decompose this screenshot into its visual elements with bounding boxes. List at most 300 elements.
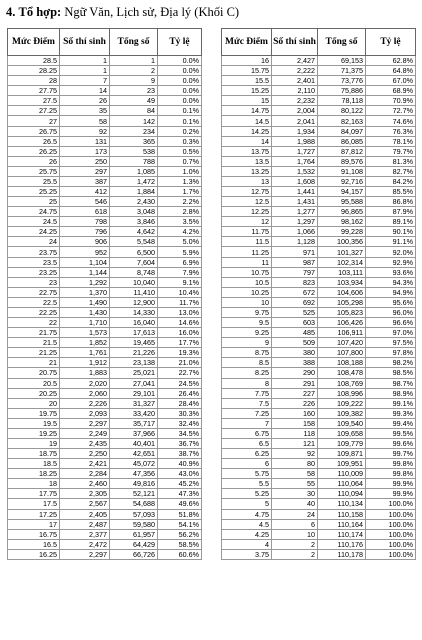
cell-muc-diem: 21.25 — [8, 348, 60, 358]
cell-so-thi-sinh: 2,435 — [60, 438, 110, 448]
cell-muc-diem: 22.25 — [8, 307, 60, 317]
cell-tong-so: 86,085 — [318, 136, 366, 146]
cell-ty-le: 89.1% — [366, 217, 416, 227]
cell-so-thi-sinh: 7 — [60, 76, 110, 86]
cell-ty-le: 3.5% — [158, 217, 202, 227]
cell-tong-so: 95,588 — [318, 197, 366, 207]
cell-tong-so: 87,812 — [318, 146, 366, 156]
cell-tong-so: 1 — [110, 56, 158, 66]
cell-muc-diem: 18 — [8, 479, 60, 489]
cell-tong-so: 103,111 — [318, 267, 366, 277]
table-row — [8, 348, 202, 358]
header-so-thi-sinh: Số thí sinh — [272, 29, 318, 56]
cell-tong-so: 109,658 — [318, 428, 366, 438]
cell-so-thi-sinh: 509 — [272, 338, 318, 348]
cell-tong-so: 110,164 — [318, 519, 366, 529]
cell-so-thi-sinh: 1 — [60, 66, 110, 76]
table-header-row — [8, 29, 202, 56]
cell-muc-diem: 6.25 — [222, 449, 272, 459]
table-row — [8, 257, 202, 267]
cell-so-thi-sinh: 6 — [272, 519, 318, 529]
table-row — [222, 166, 416, 176]
cell-so-thi-sinh: 30 — [272, 489, 318, 499]
cell-so-thi-sinh: 1,710 — [60, 318, 110, 328]
cell-muc-diem: 21.5 — [8, 338, 60, 348]
cell-ty-le: 98.2% — [366, 358, 416, 368]
cell-ty-le: 85.5% — [366, 187, 416, 197]
cell-muc-diem: 25 — [8, 197, 60, 207]
cell-ty-le: 5.0% — [158, 237, 202, 247]
cell-ty-le: 43.0% — [158, 469, 202, 479]
table-row — [8, 56, 202, 66]
cell-so-thi-sinh: 291 — [272, 378, 318, 388]
cell-muc-diem: 14 — [222, 136, 272, 146]
cell-muc-diem: 28.25 — [8, 66, 60, 76]
cell-muc-diem: 24.75 — [8, 207, 60, 217]
cell-muc-diem: 14.75 — [222, 106, 272, 116]
cell-tong-so: 5,548 — [110, 237, 158, 247]
cell-so-thi-sinh: 618 — [60, 207, 110, 217]
cell-muc-diem: 12 — [222, 217, 272, 227]
cell-muc-diem: 15 — [222, 96, 272, 106]
cell-ty-le: 99.9% — [366, 489, 416, 499]
table-row — [8, 66, 202, 76]
table-row — [8, 418, 202, 428]
cell-so-thi-sinh: 952 — [60, 247, 110, 257]
cell-ty-le: 100.0% — [366, 509, 416, 519]
cell-ty-le: 100.0% — [366, 549, 416, 559]
cell-so-thi-sinh: 2,487 — [60, 519, 110, 529]
cell-so-thi-sinh: 2,377 — [60, 529, 110, 539]
cell-so-thi-sinh: 55 — [272, 479, 318, 489]
cell-ty-le: 99.8% — [366, 459, 416, 469]
cell-tong-so: 104,606 — [318, 287, 366, 297]
cell-ty-le: 47.3% — [158, 489, 202, 499]
cell-tong-so: 47,356 — [110, 469, 158, 479]
cell-ty-le: 72.7% — [366, 106, 416, 116]
cell-ty-le: 87.9% — [366, 207, 416, 217]
cell-so-thi-sinh: 2,297 — [60, 418, 110, 428]
cell-tong-so: 89,576 — [318, 156, 366, 166]
cell-so-thi-sinh: 173 — [60, 146, 110, 156]
table-row — [8, 499, 202, 509]
cell-muc-diem: 11 — [222, 257, 272, 267]
cell-ty-le: 13.0% — [158, 307, 202, 317]
cell-muc-diem: 13.5 — [222, 156, 272, 166]
cell-tong-so: 45,072 — [110, 459, 158, 469]
cell-tong-so: 108,188 — [318, 358, 366, 368]
cell-muc-diem: 17.5 — [8, 499, 60, 509]
cell-so-thi-sinh: 485 — [272, 328, 318, 338]
table-row — [8, 519, 202, 529]
cell-muc-diem: 5.25 — [222, 489, 272, 499]
cell-tong-so: 8,748 — [110, 267, 158, 277]
cell-tong-so: 96,865 — [318, 207, 366, 217]
cell-muc-diem: 27 — [8, 116, 60, 126]
cell-tong-so: 2,430 — [110, 197, 158, 207]
cell-so-thi-sinh: 290 — [272, 368, 318, 378]
cell-muc-diem: 22 — [8, 318, 60, 328]
cell-tong-so: 23 — [110, 86, 158, 96]
cell-tong-so: 107,420 — [318, 338, 366, 348]
table-row — [222, 247, 416, 257]
cell-so-thi-sinh: 2,093 — [60, 408, 110, 418]
score-table-left — [7, 28, 202, 560]
table-row — [222, 56, 416, 66]
cell-so-thi-sinh: 80 — [272, 459, 318, 469]
cell-tong-so: 1,884 — [110, 187, 158, 197]
table-row — [222, 519, 416, 529]
cell-ty-le: 34.5% — [158, 428, 202, 438]
cell-tong-so: 11,410 — [110, 287, 158, 297]
cell-so-thi-sinh: 10 — [272, 529, 318, 539]
cell-so-thi-sinh: 2,232 — [272, 96, 318, 106]
cell-ty-le: 1.3% — [158, 176, 202, 186]
cell-ty-le: 97.0% — [366, 328, 416, 338]
cell-ty-le: 40.9% — [158, 459, 202, 469]
cell-so-thi-sinh: 2 — [272, 549, 318, 559]
cell-ty-le: 68.9% — [366, 86, 416, 96]
cell-muc-diem: 12.75 — [222, 187, 272, 197]
cell-tong-so: 107,800 — [318, 348, 366, 358]
table-row — [222, 358, 416, 368]
cell-so-thi-sinh: 92 — [272, 449, 318, 459]
heading-value: Ngữ Văn, Lịch sử, Địa lý (Khối C) — [64, 5, 240, 19]
cell-muc-diem: 4 — [222, 539, 272, 549]
cell-tong-so: 1,085 — [110, 166, 158, 176]
cell-tong-so: 365 — [110, 136, 158, 146]
cell-so-thi-sinh: 118 — [272, 428, 318, 438]
table-row — [222, 449, 416, 459]
cell-muc-diem: 4.5 — [222, 519, 272, 529]
cell-muc-diem: 18.75 — [8, 449, 60, 459]
cell-ty-le: 95.6% — [366, 297, 416, 307]
table-row — [8, 237, 202, 247]
cell-ty-le: 58.5% — [158, 539, 202, 549]
cell-muc-diem: 6.5 — [222, 438, 272, 448]
cell-ty-le: 70.9% — [366, 96, 416, 106]
cell-tong-so: 19,465 — [110, 338, 158, 348]
cell-ty-le: 24.5% — [158, 378, 202, 388]
table-row — [8, 267, 202, 277]
cell-muc-diem: 23 — [8, 277, 60, 287]
cell-muc-diem: 15.75 — [222, 66, 272, 76]
cell-tong-so: 109,779 — [318, 438, 366, 448]
cell-tong-so: 99,228 — [318, 227, 366, 237]
cell-so-thi-sinh: 1,532 — [272, 166, 318, 176]
cell-muc-diem: 24.25 — [8, 227, 60, 237]
cell-tong-so: 23,138 — [110, 358, 158, 368]
cell-ty-le: 94.9% — [366, 287, 416, 297]
table-row — [8, 166, 202, 176]
cell-so-thi-sinh: 1,912 — [60, 358, 110, 368]
cell-so-thi-sinh: 2,060 — [60, 388, 110, 398]
table-row — [222, 227, 416, 237]
cell-muc-diem: 14.25 — [222, 126, 272, 136]
cell-muc-diem: 22.5 — [8, 297, 60, 307]
cell-ty-le: 98.7% — [366, 378, 416, 388]
cell-tong-so: 6,500 — [110, 247, 158, 257]
cell-so-thi-sinh: 2,401 — [272, 76, 318, 86]
table-row — [8, 247, 202, 257]
table-row — [8, 459, 202, 469]
cell-ty-le: 2.8% — [158, 207, 202, 217]
cell-so-thi-sinh: 2,020 — [60, 378, 110, 388]
cell-tong-so: 61,957 — [110, 529, 158, 539]
table-row — [8, 76, 202, 86]
cell-so-thi-sinh: 92 — [60, 126, 110, 136]
cell-so-thi-sinh: 1,988 — [272, 136, 318, 146]
cell-so-thi-sinh: 1,431 — [272, 197, 318, 207]
table-row — [8, 539, 202, 549]
cell-so-thi-sinh: 525 — [272, 307, 318, 317]
table-row — [8, 297, 202, 307]
cell-tong-so: 109,382 — [318, 408, 366, 418]
cell-tong-so: 788 — [110, 156, 158, 166]
cell-tong-so: 4,642 — [110, 227, 158, 237]
table-row — [8, 116, 202, 126]
cell-tong-so: 17,613 — [110, 328, 158, 338]
cell-so-thi-sinh: 297 — [60, 166, 110, 176]
cell-ty-le: 100.0% — [366, 539, 416, 549]
cell-ty-le: 97.8% — [366, 348, 416, 358]
cell-muc-diem: 16.5 — [8, 539, 60, 549]
cell-so-thi-sinh: 2,297 — [60, 549, 110, 559]
section-heading — [6, 2, 239, 22]
table-row — [8, 136, 202, 146]
cell-so-thi-sinh: 2,226 — [60, 398, 110, 408]
cell-ty-le: 99.8% — [366, 469, 416, 479]
cell-tong-so: 109,871 — [318, 449, 366, 459]
cell-tong-so: 40,401 — [110, 438, 158, 448]
cell-muc-diem: 24.5 — [8, 217, 60, 227]
cell-muc-diem: 10.75 — [222, 267, 272, 277]
table-row — [8, 307, 202, 317]
cell-tong-so: 21,226 — [110, 348, 158, 358]
cell-muc-diem: 20 — [8, 398, 60, 408]
cell-muc-diem: 25.25 — [8, 187, 60, 197]
cell-so-thi-sinh: 672 — [272, 287, 318, 297]
table-row — [222, 509, 416, 519]
cell-so-thi-sinh: 35 — [60, 106, 110, 116]
cell-tong-so: 103,934 — [318, 277, 366, 287]
cell-so-thi-sinh: 1,573 — [60, 328, 110, 338]
cell-tong-so: 25,021 — [110, 368, 158, 378]
cell-tong-so: 110,178 — [318, 549, 366, 559]
cell-tong-so: 71,375 — [318, 66, 366, 76]
cell-so-thi-sinh: 2,041 — [272, 116, 318, 126]
cell-tong-so: 33,420 — [110, 408, 158, 418]
cell-muc-diem: 17.75 — [8, 489, 60, 499]
cell-so-thi-sinh: 160 — [272, 408, 318, 418]
cell-tong-so: 84,097 — [318, 126, 366, 136]
cell-tong-so: 49 — [110, 96, 158, 106]
table-row — [222, 217, 416, 227]
cell-tong-so: 110,009 — [318, 469, 366, 479]
cell-tong-so: 42,651 — [110, 449, 158, 459]
cell-muc-diem: 20.75 — [8, 368, 60, 378]
cell-tong-so: 7,604 — [110, 257, 158, 267]
cell-tong-so: 66,726 — [110, 549, 158, 559]
cell-tong-so: 16,040 — [110, 318, 158, 328]
cell-ty-le: 100.0% — [366, 529, 416, 539]
cell-muc-diem: 16.75 — [8, 529, 60, 539]
cell-ty-le: 2.2% — [158, 197, 202, 207]
table-row — [222, 489, 416, 499]
table-row — [222, 156, 416, 166]
table-row — [222, 116, 416, 126]
cell-muc-diem: 24 — [8, 237, 60, 247]
cell-muc-diem: 26.5 — [8, 136, 60, 146]
cell-so-thi-sinh: 1,292 — [60, 277, 110, 287]
cell-ty-le: 98.9% — [366, 388, 416, 398]
cell-so-thi-sinh: 1,883 — [60, 368, 110, 378]
cell-muc-diem: 5 — [222, 499, 272, 509]
heading-label: Tổ hợp: — [18, 5, 62, 19]
table-row — [8, 509, 202, 519]
cell-muc-diem: 27.5 — [8, 96, 60, 106]
cell-so-thi-sinh: 250 — [60, 156, 110, 166]
cell-tong-so: 78,118 — [318, 96, 366, 106]
cell-muc-diem: 19.25 — [8, 428, 60, 438]
cell-tong-so: 102,314 — [318, 257, 366, 267]
cell-tong-so: 3,048 — [110, 207, 158, 217]
cell-ty-le: 38.7% — [158, 449, 202, 459]
table-row — [222, 408, 416, 418]
table-row — [222, 499, 416, 509]
cell-ty-le: 14.6% — [158, 318, 202, 328]
cell-so-thi-sinh: 24 — [272, 509, 318, 519]
table-row — [222, 307, 416, 317]
table-row — [222, 197, 416, 207]
cell-so-thi-sinh: 987 — [272, 257, 318, 267]
cell-muc-diem: 9 — [222, 338, 272, 348]
cell-muc-diem: 7.25 — [222, 408, 272, 418]
table-row — [222, 418, 416, 428]
table-row — [8, 388, 202, 398]
cell-muc-diem: 25.5 — [8, 176, 60, 186]
cell-ty-le: 99.5% — [366, 428, 416, 438]
cell-so-thi-sinh: 2,110 — [272, 86, 318, 96]
header-tong-so: Tổng số — [110, 29, 158, 56]
table-row — [222, 529, 416, 539]
cell-ty-le: 92.0% — [366, 247, 416, 257]
cell-muc-diem: 3.75 — [222, 549, 272, 559]
table-row — [8, 126, 202, 136]
table-row — [222, 328, 416, 338]
cell-so-thi-sinh: 2,004 — [272, 106, 318, 116]
cell-so-thi-sinh: 2,460 — [60, 479, 110, 489]
cell-muc-diem: 21 — [8, 358, 60, 368]
table-row — [222, 338, 416, 348]
cell-ty-le: 45.2% — [158, 479, 202, 489]
cell-tong-so: 10,040 — [110, 277, 158, 287]
table-row — [8, 146, 202, 156]
cell-so-thi-sinh: 58 — [272, 469, 318, 479]
cell-ty-le: 36.7% — [158, 438, 202, 448]
cell-tong-so: 2 — [110, 66, 158, 76]
score-table-right — [221, 28, 416, 560]
table-row — [222, 176, 416, 186]
cell-muc-diem: 12.25 — [222, 207, 272, 217]
cell-muc-diem: 18.25 — [8, 469, 60, 479]
cell-ty-le: 0.0% — [158, 76, 202, 86]
table-row — [222, 459, 416, 469]
cell-so-thi-sinh: 1 — [60, 56, 110, 66]
table-row — [222, 146, 416, 156]
table-row — [222, 479, 416, 489]
cell-muc-diem: 6.75 — [222, 428, 272, 438]
table-row — [222, 428, 416, 438]
header-tong-so: Tổng số — [318, 29, 366, 56]
cell-ty-le: 96.6% — [366, 318, 416, 328]
cell-tong-so: 82,163 — [318, 116, 366, 126]
cell-muc-diem: 16.25 — [8, 549, 60, 559]
cell-so-thi-sinh: 387 — [60, 176, 110, 186]
cell-tong-so: 108,478 — [318, 368, 366, 378]
cell-so-thi-sinh: 798 — [60, 217, 110, 227]
cell-muc-diem: 23.5 — [8, 257, 60, 267]
cell-tong-so: 1,472 — [110, 176, 158, 186]
cell-ty-le: 0.1% — [158, 116, 202, 126]
cell-ty-le: 64.8% — [366, 66, 416, 76]
cell-muc-diem: 8.75 — [222, 348, 272, 358]
cell-ty-le: 99.9% — [366, 479, 416, 489]
cell-ty-le: 0.7% — [158, 156, 202, 166]
cell-so-thi-sinh: 2,249 — [60, 428, 110, 438]
cell-so-thi-sinh: 1,761 — [60, 348, 110, 358]
cell-ty-le: 0.0% — [158, 86, 202, 96]
cell-tong-so: 73,776 — [318, 76, 366, 86]
cell-muc-diem: 9.25 — [222, 328, 272, 338]
cell-tong-so: 64,429 — [110, 539, 158, 549]
table-row — [8, 378, 202, 388]
table-row — [222, 86, 416, 96]
cell-ty-le: 54.1% — [158, 519, 202, 529]
cell-tong-so: 14,330 — [110, 307, 158, 317]
cell-ty-le: 21.0% — [158, 358, 202, 368]
cell-ty-le: 90.1% — [366, 227, 416, 237]
cell-ty-le: 91.1% — [366, 237, 416, 247]
cell-so-thi-sinh: 226 — [272, 398, 318, 408]
cell-muc-diem: 11.75 — [222, 227, 272, 237]
cell-tong-so: 110,064 — [318, 479, 366, 489]
table-row — [222, 76, 416, 86]
header-muc-diem: Mức Điểm — [8, 29, 60, 56]
cell-muc-diem: 26.25 — [8, 146, 60, 156]
table-row — [222, 469, 416, 479]
cell-tong-so: 108,769 — [318, 378, 366, 388]
cell-ty-le: 49.6% — [158, 499, 202, 509]
cell-so-thi-sinh: 2,427 — [272, 56, 318, 66]
cell-so-thi-sinh: 1,441 — [272, 187, 318, 197]
cell-muc-diem: 20.25 — [8, 388, 60, 398]
cell-so-thi-sinh: 1,430 — [60, 307, 110, 317]
cell-tong-so: 234 — [110, 126, 158, 136]
cell-muc-diem: 19 — [8, 438, 60, 448]
cell-ty-le: 9.1% — [158, 277, 202, 287]
cell-muc-diem: 11.25 — [222, 247, 272, 257]
cell-so-thi-sinh: 1,490 — [60, 297, 110, 307]
cell-so-thi-sinh: 2,284 — [60, 469, 110, 479]
cell-ty-le: 62.8% — [366, 56, 416, 66]
cell-ty-le: 98.5% — [366, 368, 416, 378]
cell-ty-le: 74.6% — [366, 116, 416, 126]
cell-so-thi-sinh: 2,305 — [60, 489, 110, 499]
cell-muc-diem: 8.25 — [222, 368, 272, 378]
table-row — [222, 368, 416, 378]
table-row — [8, 368, 202, 378]
